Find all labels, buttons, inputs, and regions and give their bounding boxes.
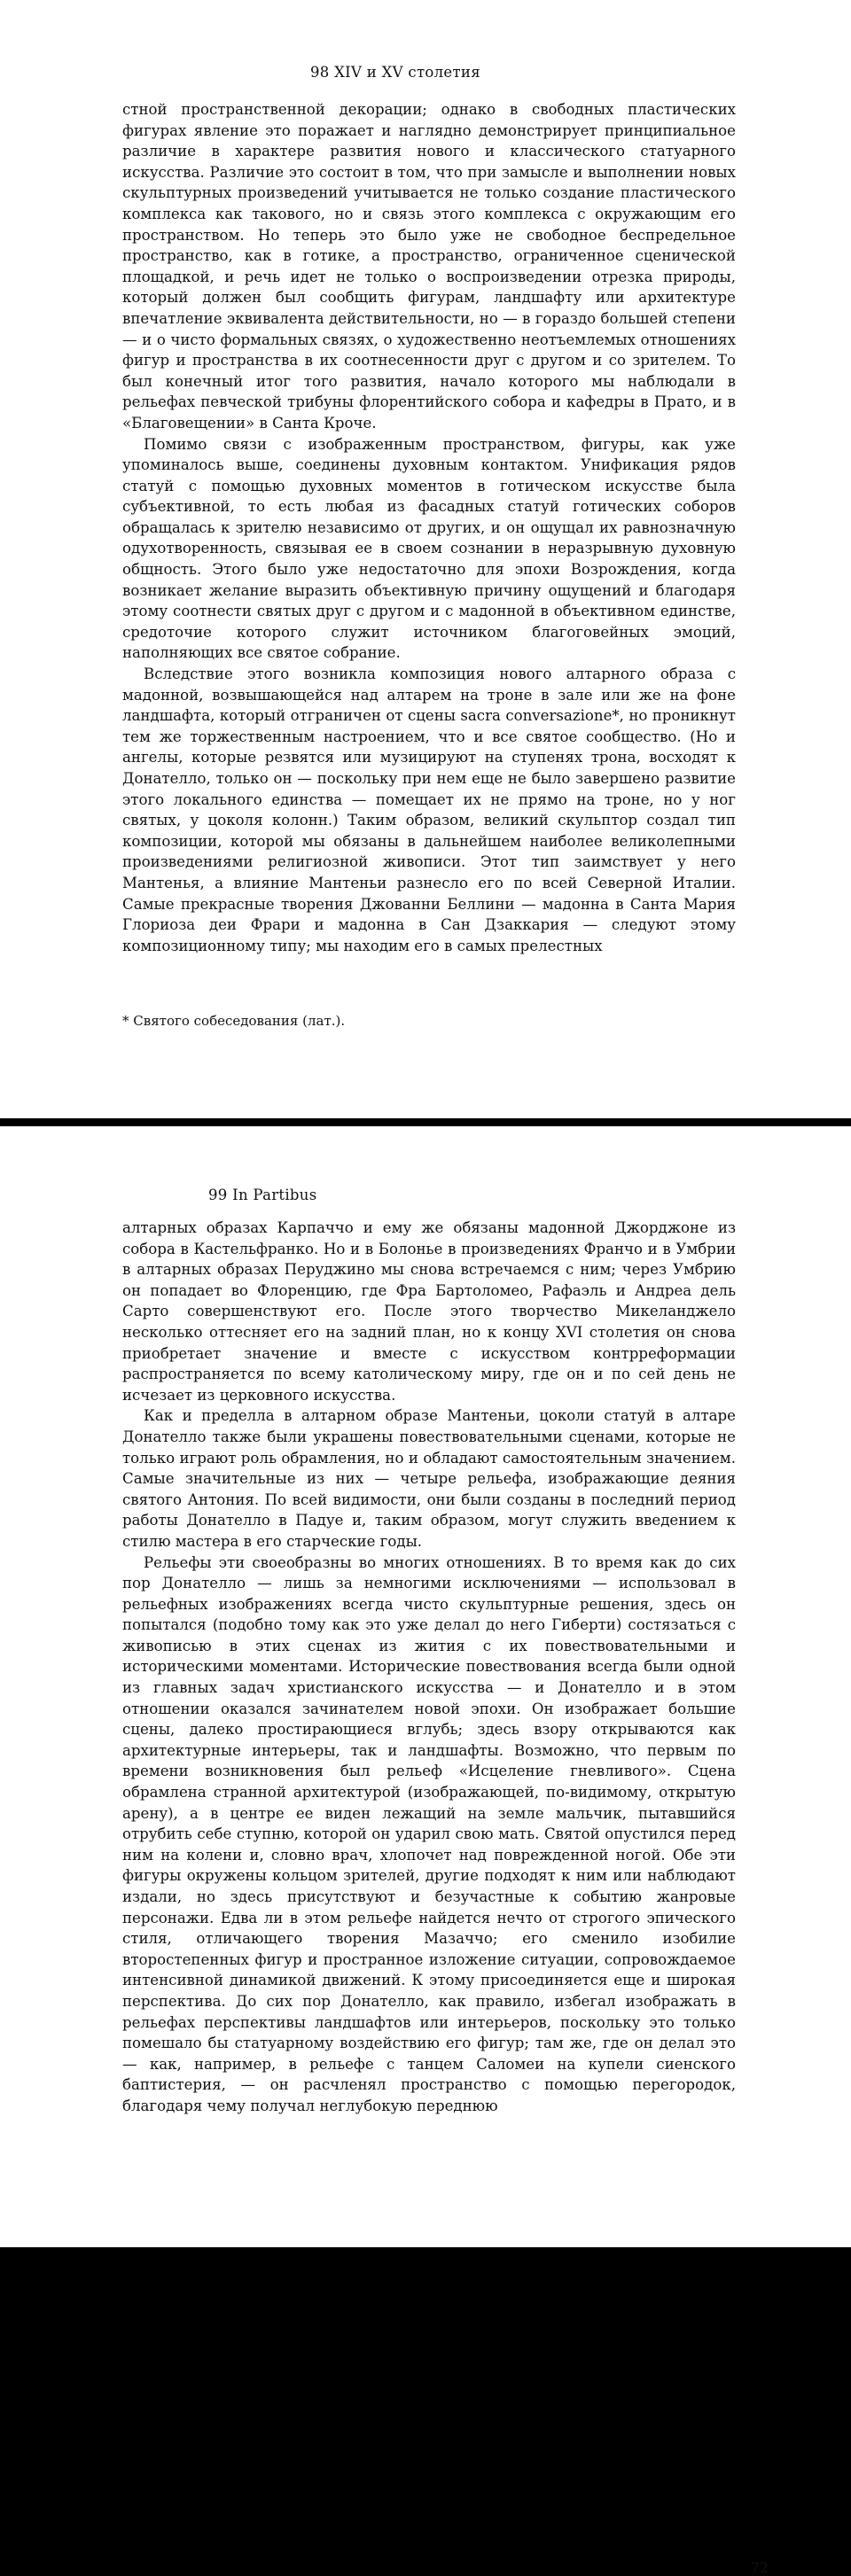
- page-bottom: [0, 1126, 851, 2576]
- footnote: * Святого собеседования (лат.).: [122, 1013, 346, 1029]
- page-top: [0, 0, 851, 1118]
- paragraph: алтарных образах Карпаччо и ему же обязаны мадонной Джорджоне из собора в Кастельфранко. Но и в Болонье в произведениях Франчо и в Умбрии в алтарных образах Перуджино мы снова встречаемся с ним; через Умбрию он попадает во Флоренцию, где Фра Бартоломео, Рафаэль и Андреа дель Сарто совершенствуют его. После этого творчество Микеланджело несколько оттесняет его на задний план, но к концу XVI столетия он снова приобретает значение и вместе с искусством контрреформации распространяется по всему католическому миру, где он и по сей день не исчезает из церковного искусства.: [122, 1219, 736, 1404]
- paragraph: стной пространственной декорации; однако в свободных пластических фигурах явление это поражает и наглядно демонстрирует принципиальное различие в характере развития нового и классического статуарного искусства. Различие это состоит в том, что при замысле и выполнении новых скульптурных произведений учитывается не только создание пластического комплекса как такового, но и связь этого комплекса с окружающим его пространством. Но теперь это было уже не свободное беспредельное пространство, как в готике, а пространство, ограниченное сценической площадкой, и речь идет не только о воспроизведении отрезка природы, который должен был сообщить фигурам, ландшафту или архитектуре впечатление эквивалента действительности, но — в гораздо большей степени — и о чисто формальных связях, о художественно неотъемлемых отношениях фигур и пространства в их соотнесенности друг с другом и со зрителем. То был конечный итог того развития, начало которого мы наблюдали в рельефах певческой трибуны флорентийского собора и кафедры в Прато, и в «Благовещении» в Санта Кроче.: [122, 101, 736, 432]
- running-head: 98 XIV и XV столетия: [310, 64, 480, 81]
- paragraph: Как и пределла в алтарном образе Мантеньи, цоколи статуй в алтаре Донателло также были украшены повествовательными сценами, которые не только играют роль обрамления, но и обладают самостоятельным значением. Самые значительные из них — четыре рельефа, изображающие деяния святого Антония. По всей видимости, они были созданы в последний период работы Донателло в Падуе и, таким образом, могут служить введением к стилю мастера в его старческие годы.: [122, 1407, 736, 1550]
- paragraph: Помимо связи с изображенным пространством, фигуры, как уже упоминалось выше, соединены духовным контактом. Унификация рядов статуй с помощью духовных моментов в готическом искусстве была субъективной, то есть любая из фасадных статуй готических соборов обращалась к зрителю независимо от других, и он ощущал их равнозначную одухотворенность, связывая ее в своем сознании в неразрывную духовную общность. Этого было уже недостаточно для эпохи Возрождения, когда возникает желание выразить объективную причину ощущений и благодаря этому соотнести святых друг с другом и с мадонной в объективном единстве, средоточие которого служит источником благоговейных эмоций, наполняющих все святое собрание.: [122, 435, 736, 662]
- margin-number: 72: [751, 2560, 769, 2576]
- paragraph: Вследствие этого возникла композиция нового алтарного образа с мадонной, возвышающейся над алтарем на троне в зале или же на фоне ландшафта, который отграничен от сцены sacra conversazione*, но проникнут тем же торжественным настроением, что и все святое сообщество. (Но и ангелы, которые резвятся или музицируют на ступенях трона, восходят к Донателло, только он — поскольку при нем еще не было завершено развитие этого локального единства — помещает их не прямо на троне, но у ног святых, у цоколя колонн.) Таким образом, великий скульптор создал тип композиции, которой мы обязаны в дальнейшем наиболее великолепными произведениями религиозной живописи. Этот тип заимствует у него Мантенья, а влияние Мантеньи разнесло его по всей Северной Италии. Самые прекрасные творения Джованни Беллини — мадонна в Санта Мария Глориоза деи Фрари и мадонна в Сан Дзаккария — следуют этому композиционному типу; мы находим его в самых прелестных: [122, 665, 736, 954]
- body-text: [122, 1218, 736, 2117]
- body-text: [122, 99, 736, 956]
- paragraph: Рельефы эти своеобразны во многих отношениях. В то время как до сих пор Донателло — лишь за немногими исключениями — использовал в рельефных изображениях всегда чисто скульптурные решения, здесь он попытался (подобно тому как это уже делал до него Гиберти) состязаться с живописью в этих сценах из жития с их повествовательными и историческими моментами. Исторические повествования всегда были одной из главных задач христианского искусства — и Донателло и в этом отношении оказался зачинателем новой эпохи. Он изображает большие сцены, далеко простирающиеся вглубь; здесь взору открываются как архитектурные интерьеры, так и ландшафты. Возможно, что первым по времени возникновения был рельеф «Исцеление гневливого». Сцена обрамлена странной архитектурой (изображающей, по-видимому, открытую арену), а в центре ее виден лежащий на земле мальчик, пытавшийся отрубить себе ступню, которой он ударил свою мать. Святой опустился перед ним на колени и, словно врач, хлопочет над поврежденной ногой. Обе эти фигуры окружены кольцом зрителей, другие подходят к ним или наблюдают издали, но здесь присутствуют и безучастные к событию жанровые персонажи. Едва ли в этом рельефе найдется нечто от строгого эпического стиля, отличающего творения Мазаччо; его сменило изобилие второстепенных фигур и пространное изложение ситуации, сопровождаемое интенсивной динамикой движений. К этому присоединяется еще и широкая перспектива. До сих пор Донателло, как правило, избегал изображать в рельефах перспективы ландшафтов или интерьеров, поскольку это только помешало бы статуарному воздействию его фигур; там же, где он делал это — как, например, в рельефе с танцем Саломеи на купели сиенского баптистерия, — он расчленял пространство с помощью перегородок, благодаря чему получал неглубокую переднюю: [122, 1553, 736, 2114]
- running-head: 99 In Partibus: [208, 1187, 317, 1203]
